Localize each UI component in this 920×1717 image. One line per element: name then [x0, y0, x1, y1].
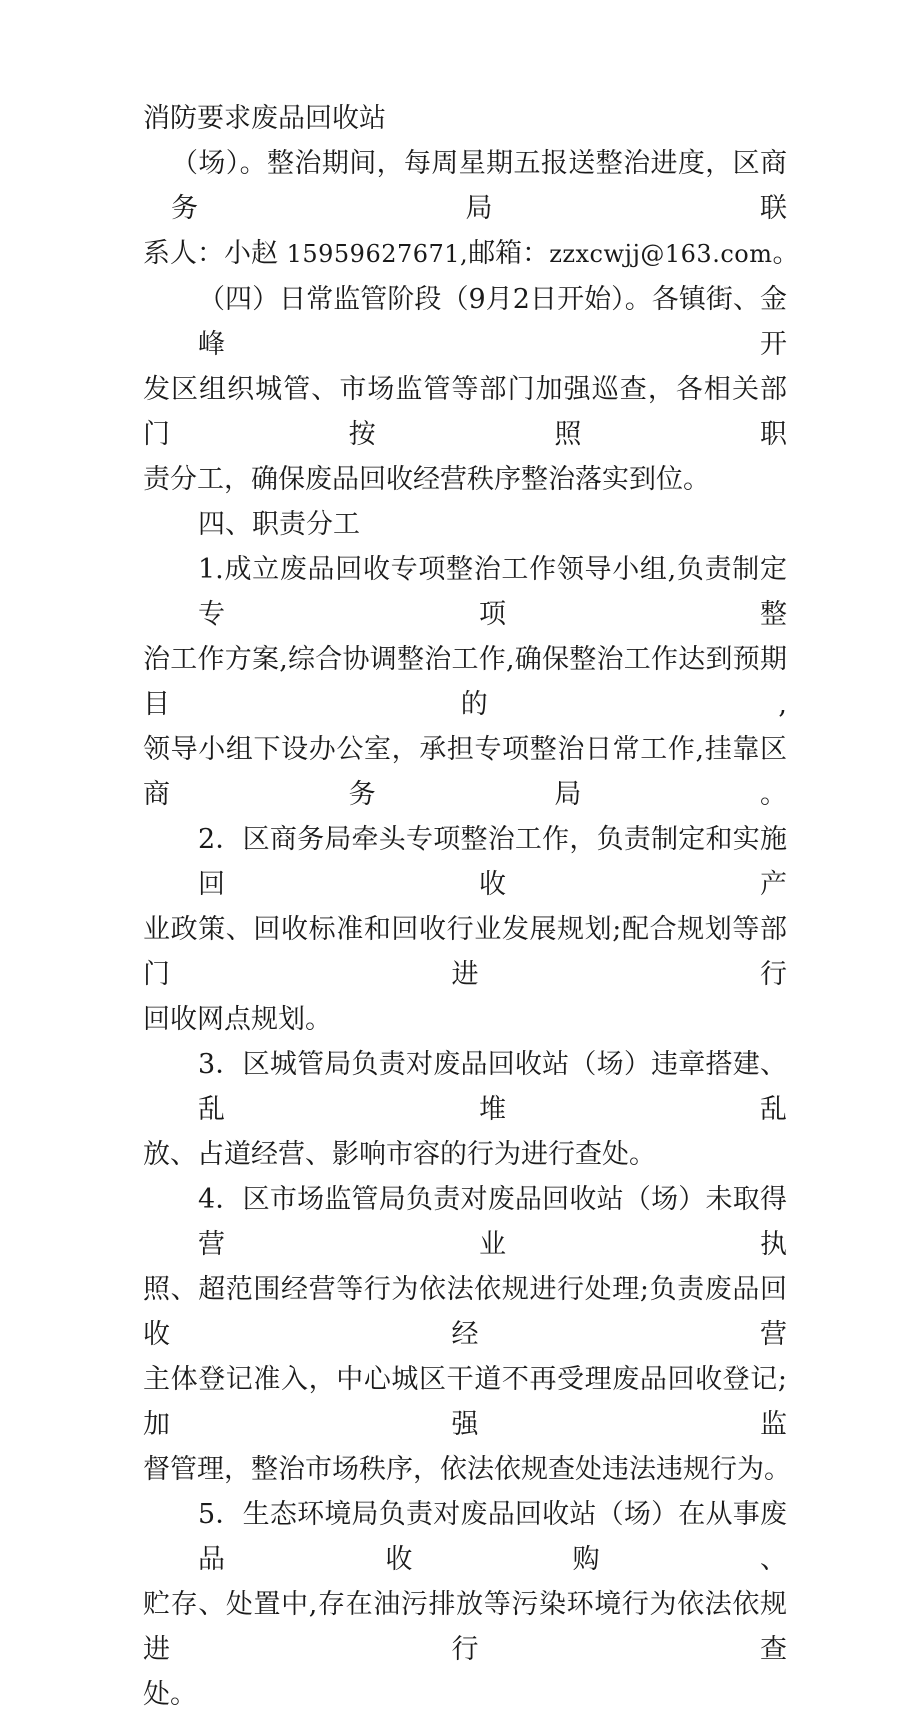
text-line: 4．区市场监管局负责对废品回收站（场）未取得营业执	[198, 1184, 787, 1260]
text-line: 3．区城管局负责对废品回收站（场）违章搭建、乱堆乱	[198, 1049, 787, 1125]
text-line: 1.成立废品回收专项整治工作领导小组,负责制定专项整	[198, 554, 787, 630]
contact-email: zzxcwjj@163.com	[549, 240, 773, 268]
text-line: 主体登记准入，中心城区干道不再受理废品回收登记;加强监	[143, 1364, 787, 1440]
contact-phone: 15959627671,	[286, 240, 469, 268]
text-line: 责分工，确保废品回收经营秩序整治落实到位。	[143, 464, 710, 495]
text-line-contact	[143, 231, 800, 277]
text-line: 放、占道经营、影响市容的行为进行查处。	[143, 1139, 656, 1170]
text-line: （四）日常监管阶段（9月2日开始）。各镇街、金峰开	[198, 284, 787, 360]
text-line: 照、超范围经营等行为依法依规进行处理;负责废品回收经营	[143, 1274, 787, 1350]
section-heading: 四、职责分工	[198, 509, 360, 540]
text-line: 消防要求废品回收站	[143, 103, 386, 134]
text-line: 处。	[143, 1679, 197, 1710]
email-label: 邮箱：	[468, 238, 550, 269]
document-text-body	[143, 96, 800, 1717]
text-line: 2．区商务局牵头专项整治工作，负责制定和实施回收产	[198, 824, 787, 900]
text-line: 发区组织城管、市场监管等部门加强巡查，各相关部门按照职	[143, 374, 787, 450]
text-line: （场）。整治期间，每周星期五报送整治进度，区商务局联	[171, 148, 787, 224]
text-line: 督管理，整治市场秩序，依法依规查处违法违规行为。	[143, 1454, 791, 1485]
text-line: 领导小组下设办公室，承担专项整治日常工作,挂靠区商务局。	[143, 734, 787, 810]
text-line: 5．生态环境局负责对废品回收站（场）在从事废品收购、	[198, 1499, 787, 1575]
text-line: 贮存、处置中,存在油污排放等污染环境行为依法依规进行查	[143, 1589, 787, 1665]
text-line: 业政策、回收标准和回收行业发展规划;配合规划等部门进行	[143, 914, 787, 990]
full-stop: 。	[772, 238, 800, 269]
contact-label: 系人：小赵	[143, 238, 287, 269]
text-line: 治工作方案,综合协调整治工作,确保整治工作达到预期目的,	[143, 644, 787, 720]
text-line: 回收网点规划。	[143, 1004, 332, 1035]
